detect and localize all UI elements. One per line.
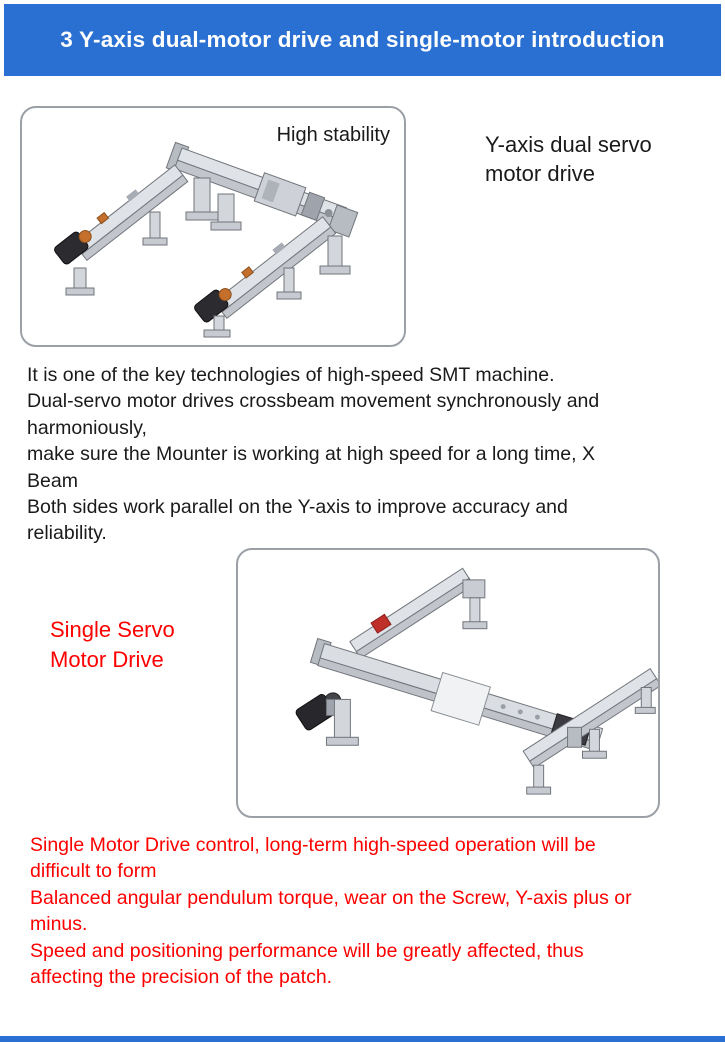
single-servo-image-card [236, 548, 660, 818]
red-body-line: minus. [30, 913, 88, 936]
body-line: It is one of the key technologies of high-speed SMT machine. [27, 364, 555, 386]
single-caption-line: Motor Drive [50, 647, 164, 672]
red-body-line: Speed and positioning performance will be greatly affected, thus [30, 939, 584, 962]
body-line: reliability. [27, 522, 107, 545]
dual-servo-image-card [20, 106, 406, 347]
dual-servo-description [27, 362, 707, 547]
high-stability-label: High stability [276, 124, 390, 146]
single-servo-caption [50, 615, 175, 675]
single-caption-line: Single Servo [50, 617, 175, 642]
dual-servo-caption [485, 130, 652, 188]
header-banner [4, 4, 721, 76]
dual-caption-line: Y-axis dual servo [485, 132, 652, 157]
single-servo-description [30, 832, 710, 990]
single-servo-machine-illustration [238, 550, 658, 816]
red-body-line: difficult to form [30, 860, 157, 883]
body-line: Both sides work parallel on the Y-axis to improve accuracy and [27, 496, 568, 519]
red-body-line: affecting the precision of the patch. [30, 966, 333, 989]
body-line: make sure the Mounter is working at high speed for a long time, X [27, 443, 595, 466]
body-line: harmoniously, [27, 416, 147, 439]
red-body-line: Balanced angular pendulum torque, wear on the Screw, Y-axis plus or [30, 886, 632, 909]
red-body-line: Single Motor Drive control, long-term high-speed operation will be [30, 834, 596, 856]
footer-accent-bar [0, 1036, 725, 1042]
dual-caption-line: motor drive [485, 161, 596, 186]
page-title: 3 Y-axis dual-motor drive and single-motor introduction [60, 27, 665, 52]
body-line: Beam [27, 469, 78, 492]
body-line: Dual-servo motor drives crossbeam movement synchronously and [27, 390, 600, 413]
